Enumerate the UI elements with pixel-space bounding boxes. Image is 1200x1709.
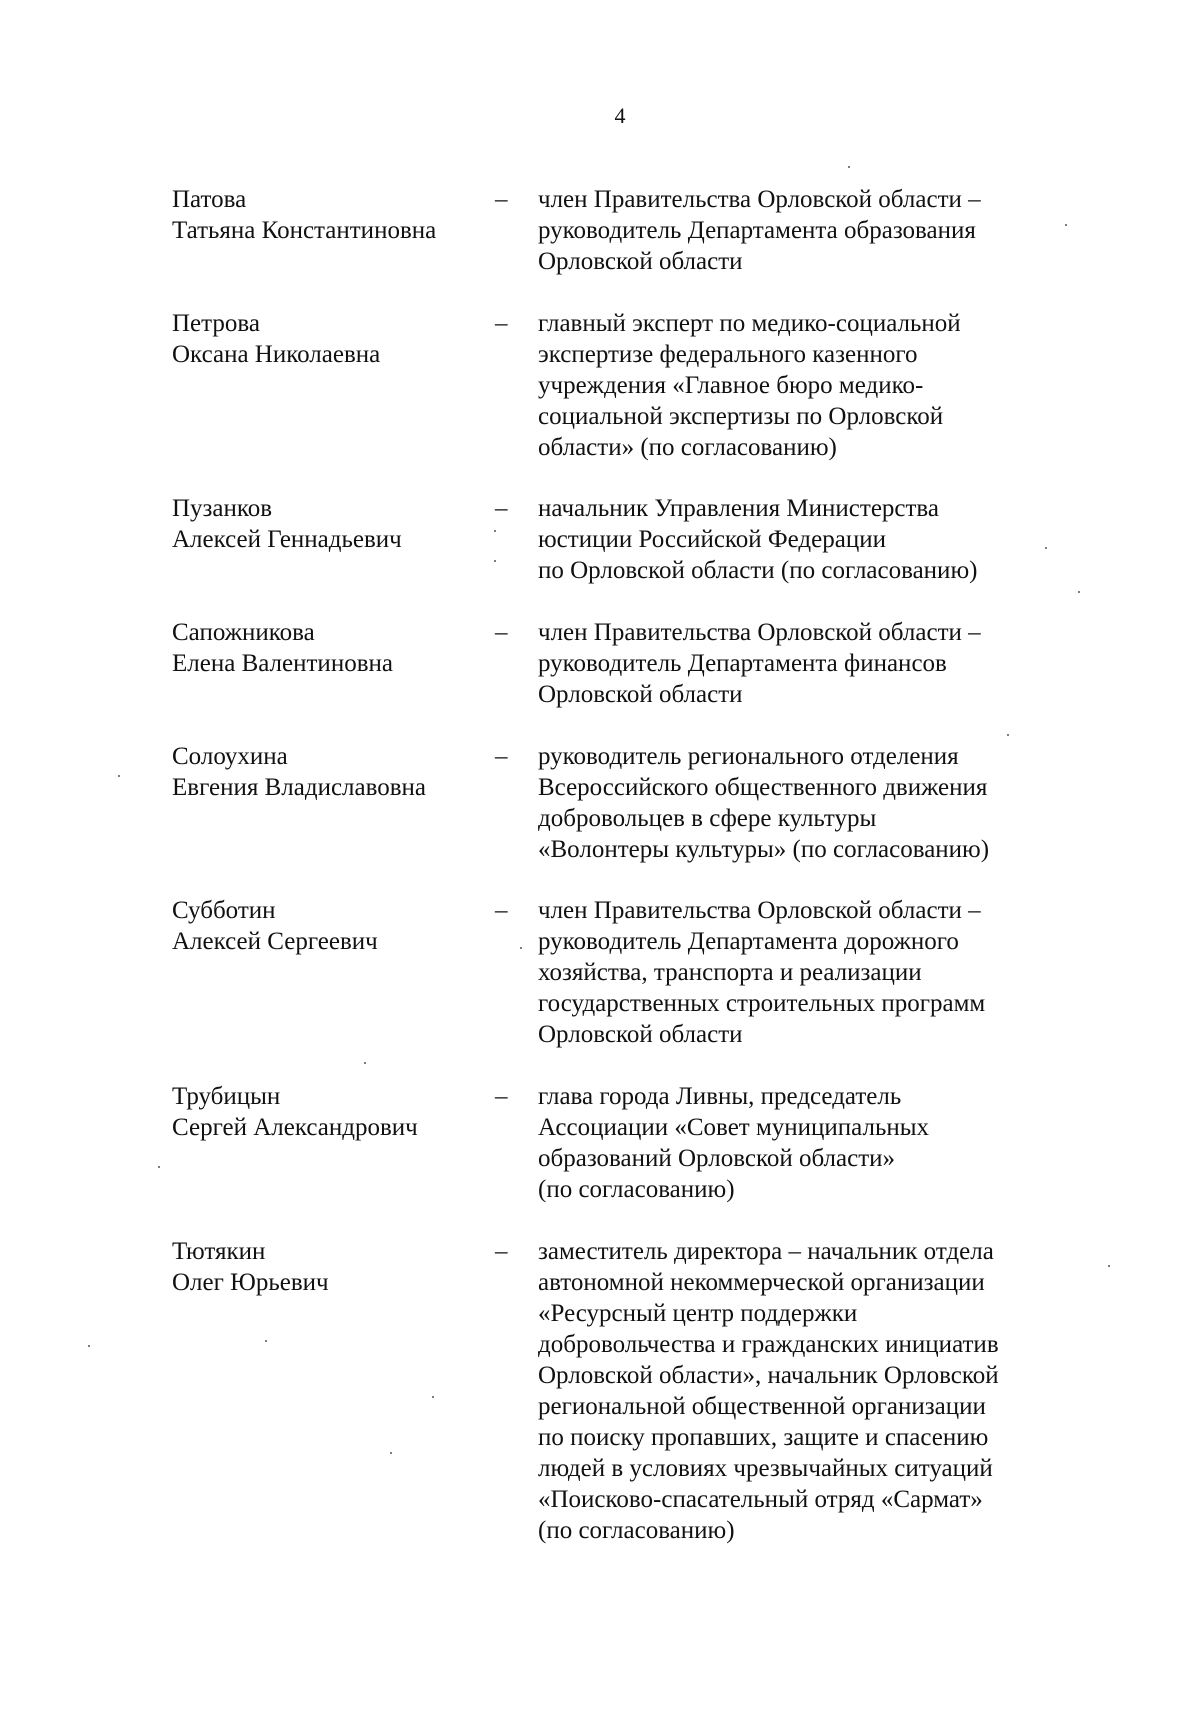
role-line: начальник Управления Министерства — [538, 495, 940, 522]
member-given-names: Евгения Владиславовна — [172, 774, 427, 801]
member-name — [172, 895, 492, 957]
role-line: Орловской области — [538, 681, 743, 708]
separator-dash: – — [495, 186, 508, 213]
role-line: «Ресурсный центр поддержки — [538, 1300, 858, 1327]
separator-dash: – — [495, 1238, 508, 1265]
separator-dash: – — [495, 310, 508, 337]
role-line: «Поисково-спасательный отряд «Сармат» — [538, 1486, 983, 1513]
scan-speck — [848, 166, 850, 168]
member-surname: Патова — [172, 186, 247, 213]
role-line: Ассоциации «Совет муниципальных — [538, 1114, 930, 1141]
separator-dash: – — [495, 1083, 508, 1110]
role-line: людей в условиях чрезвычайных ситуаций — [538, 1455, 993, 1482]
member-given-names: Татьяна Константиновна — [172, 217, 437, 244]
role-line: глава города Ливны, председатель — [538, 1083, 902, 1110]
separator-dash: – — [495, 495, 508, 522]
member-role — [538, 1236, 1078, 1546]
separator-dash: – — [495, 897, 508, 924]
scan-speck — [1108, 1265, 1110, 1267]
scan-speck — [432, 1396, 434, 1398]
scan-speck — [520, 947, 522, 949]
scan-speck — [1007, 734, 1009, 736]
member-name — [172, 617, 492, 679]
role-line: руководитель регионального отделения — [538, 743, 959, 770]
role-line: руководитель Департамента финансов — [538, 650, 947, 677]
member-given-names: Олег Юрьевич — [172, 1269, 329, 1296]
scan-speck — [1078, 591, 1080, 593]
member-surname: Трубицын — [172, 1083, 281, 1110]
role-line: области» (по согласованию) — [538, 434, 837, 461]
scan-speck — [118, 775, 120, 777]
member-name — [172, 1081, 492, 1143]
member-role — [538, 895, 1078, 1050]
role-line: (по согласованию) — [538, 1176, 735, 1203]
member-given-names: Алексей Сергеевич — [172, 928, 378, 955]
member-role — [538, 741, 1078, 865]
member-given-names: Елена Валентиновна — [172, 650, 393, 677]
role-line: Орловской области — [538, 1021, 743, 1048]
separator-dash: – — [495, 619, 508, 646]
member-surname: Сапожникова — [172, 619, 315, 646]
member-role — [538, 308, 1078, 463]
role-line: учреждения «Главное бюро медико- — [538, 372, 924, 399]
scan-speck — [1065, 224, 1067, 226]
role-line: добровольцев в сфере культуры — [538, 805, 877, 832]
member-name — [172, 184, 492, 246]
role-line: «Волонтеры культуры» (по согласованию) — [538, 836, 990, 863]
role-line: член Правительства Орловской области – — [538, 619, 981, 646]
member-role — [538, 617, 1078, 710]
scan-speck — [88, 1345, 90, 1347]
role-line: руководитель Департамента дорожного — [538, 928, 959, 955]
member-surname: Петрова — [172, 310, 260, 337]
role-line: государственных строительных программ — [538, 990, 986, 1017]
role-line: Всероссийского общественного движения — [538, 774, 988, 801]
member-given-names: Алексей Геннадьевич — [172, 526, 402, 553]
scan-speck — [390, 1452, 392, 1454]
role-line: автономной некоммерческой организации — [538, 1269, 985, 1296]
role-line: социальной экспертизы по Орловской — [538, 403, 944, 430]
member-surname: Солоухина — [172, 743, 288, 770]
member-name — [172, 493, 492, 555]
member-given-names: Сергей Александрович — [172, 1114, 418, 1141]
role-line: хозяйства, транспорта и реализации — [538, 959, 922, 986]
scan-speck — [158, 1166, 160, 1168]
role-line: добровольчества и гражданских инициатив — [538, 1331, 999, 1358]
page-number: 4 — [614, 103, 626, 128]
member-surname: Субботин — [172, 897, 276, 924]
member-name — [172, 1236, 492, 1298]
role-line: юстиции Российской Федерации — [538, 526, 886, 553]
role-line: заместитель директора – начальник отдела — [538, 1238, 994, 1265]
role-line: по поиску пропавших, защите и спасению — [538, 1424, 989, 1451]
member-surname: Тютякин — [172, 1238, 266, 1265]
scan-speck — [364, 1062, 366, 1064]
member-given-names: Оксана Николаевна — [172, 341, 381, 368]
role-line: Орловской области», начальник Орловской — [538, 1362, 999, 1389]
scan-speck — [494, 560, 496, 562]
role-line: образований Орловской области» — [538, 1145, 896, 1172]
role-line: экспертизе федерального казенного — [538, 341, 918, 368]
role-line: Орловской области — [538, 248, 743, 275]
scan-speck — [494, 530, 496, 532]
separator-dash: – — [495, 743, 508, 770]
scan-speck — [1045, 547, 1047, 549]
role-line: региональной общественной организации — [538, 1393, 986, 1420]
role-line: руководитель Департамента образования — [538, 217, 976, 244]
role-line: главный эксперт по медико-социальной — [538, 310, 961, 337]
scan-speck — [265, 1340, 267, 1342]
role-line: член Правительства Орловской области – — [538, 186, 981, 213]
role-line: (по согласованию) — [538, 1517, 735, 1544]
member-role — [538, 1081, 1078, 1205]
role-line: по Орловской области (по согласованию) — [538, 557, 978, 584]
role-line: член Правительства Орловской области – — [538, 897, 981, 924]
member-role — [538, 493, 1078, 586]
member-role — [538, 184, 1078, 277]
member-name — [172, 741, 492, 803]
member-surname: Пузанков — [172, 495, 273, 522]
member-name — [172, 308, 492, 370]
